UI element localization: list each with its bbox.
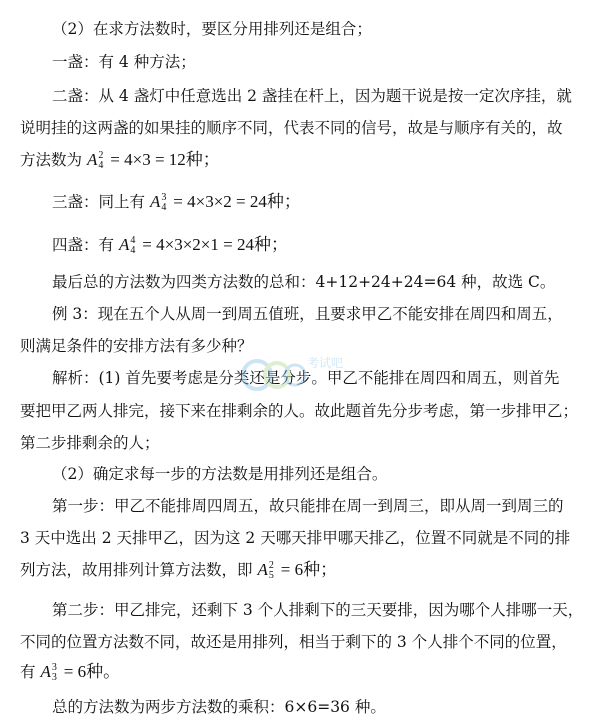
text-line: 一盏：有 4 种方法；: [52, 53, 196, 71]
text-fragment: 四盏：有: [52, 236, 115, 254]
text-line: （2）在求方法数时，要区分用排列还是组合；: [52, 20, 372, 38]
formula-text: = 6种；: [280, 560, 338, 579]
text-fragment: 方法数为: [20, 151, 83, 169]
formula-line: [0, 560, 600, 581]
watermark-text: 考试吧: [307, 356, 344, 370]
formula-text: = 6种。: [63, 662, 121, 681]
formula-text: = 4×3×2 = 24种；: [173, 192, 301, 211]
text-line: 总的方法数为两步方法数的乘积：6×6=36 种。: [52, 698, 386, 716]
text-line: 3 天中选出 2 天排甲乙，因为这 2 天哪天排甲哪天排乙，位置不同就是不同的排: [20, 529, 571, 547]
permutation-symbol: A 2 4: [86, 150, 104, 172]
formula-line: [0, 150, 600, 171]
formula-text: = 4×3×2×1 = 24种；: [142, 235, 288, 254]
text-line: 说明挂的这两盏的如果挂的顺序不同，代表不同的信号，故是与顺序有关的，故: [20, 119, 563, 137]
text-line: 要把甲乙两人排完，接下来在排剩余的人。故此题首先分步考虑，第一步排甲乙；: [20, 402, 579, 420]
formula-line: [0, 235, 600, 256]
text-line: 解析：(1) 首先要考虑是分类还是分步。甲乙不能排在周四和周五，则首先: [52, 369, 560, 387]
permutation-symbol: A 3 3: [40, 662, 57, 684]
text-line: 二盏：从 4 盏灯中任意选出 2 盏挂在杆上，因为题干说是按一定次序挂，就: [52, 87, 572, 105]
permutation-symbol: A 2 5: [257, 560, 274, 582]
text-line: 第二步排剩余的人；: [20, 434, 160, 452]
permutation-symbol: A 3 4: [149, 192, 167, 214]
text-fragment: 列方法，故用排列计算方法数，即: [20, 561, 253, 579]
text-line: 例 3：现在五个人从周一到周五值班，且要求甲乙不能安排在周四和周五，: [52, 305, 563, 323]
watermark-swirl-icon: [235, 345, 365, 405]
text-line: 第二步：甲乙排完，还剩下 3 个人排剩下的三天要排，因为哪个人排哪一天，: [52, 601, 584, 619]
formula-line: [0, 192, 600, 213]
formula-line: [0, 662, 600, 683]
text-line: 不同的位置方法数不同，故还是用排列，相当于剩下的 3 个人排个不同的位置，: [20, 633, 567, 651]
watermark-logo: [235, 345, 365, 405]
text-line: 则满足条件的安排方法有多少种？: [20, 337, 253, 355]
permutation-symbol: A 4 4: [118, 235, 136, 257]
formula-text: = 4×3 = 12种；: [110, 150, 220, 169]
text-line: （2）确定求每一步的方法数是用排列还是组合。: [52, 465, 388, 483]
text-fragment: 三盏：同上有: [52, 193, 146, 211]
text-line: 第一步：甲乙不能排周四周五，故只能排在周一到周三，即从周一到周三的: [52, 497, 564, 515]
text-line: 最后总的方法数为四类方法数的总和：4+12+24+24=64 种，故选 C。: [52, 273, 556, 291]
text-fragment: 有: [20, 663, 36, 681]
